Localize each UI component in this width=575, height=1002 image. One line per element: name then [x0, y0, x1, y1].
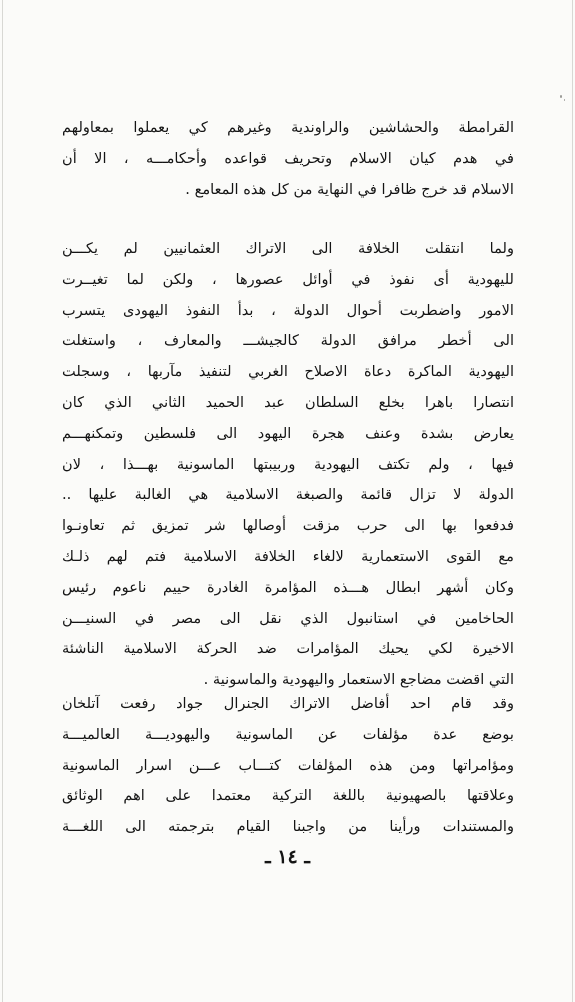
text-line: الى أخطر مرافق الدولة كالجيشـــ والمعارف ، واستغلت: [62, 332, 514, 350]
text-line: فيها ، ولم تكتف اليهودية وربيبتها الماسونية بهـــذا ، لان: [62, 455, 514, 473]
scan-edge-left: [2, 0, 3, 1002]
text-line: وقد قام احد أفاضل الاتراك الجنرال جواد رفعت آتلخان: [62, 695, 514, 712]
paragraph-1: [62, 113, 514, 205]
text-line: الحاخامين في استانبول الذي نقل الى مصر في السنيـــن: [62, 609, 514, 627]
text-line: اليهودية الماكرة دعاة الاصلاح الغربي لتنفيذ مآربها ، وسجلت: [62, 363, 514, 381]
text-line: الدولة لا تزال قائمة والصبغة الاسلامية هي الغالبة عليها ..: [62, 486, 514, 504]
text-line: ومؤامراتها ومن هذه المؤلفات كتـــاب عـــن اسرار الماسونية: [62, 756, 514, 774]
text-line: انتصارا باهرا بخلع السلطان عبد الحميد الثاني الذي كان: [62, 393, 514, 411]
text-line: يعارض بشدة وعنف هجرة اليهود الى فلسطين وتمكنهـــم: [62, 424, 514, 442]
text-line: التي اقضت مضاجع الاستعمار واليهودية والماسونية .: [203, 671, 514, 689]
paragraph-2: [62, 234, 514, 696]
scan-speck: [560, 95, 562, 98]
text-line: مع القوى الاستعمارية لالغاء الخلافة الاسلامية فتم لهم ذلـك: [62, 547, 514, 565]
page-number: ـ ١٤ ـ: [265, 846, 310, 868]
text-line: الاسلام قد خرج ظافرا في النهاية من كل هذه المعامع .: [185, 180, 514, 198]
text-line: والمستندات ورأينا من واجبنا القيام بترجمته الى اللغـــة: [62, 818, 514, 836]
paragraph-3: [62, 689, 514, 843]
text-line: في هدم كيان الاسلام وتحريف قواعده وأحكامـــه ، الا أن: [62, 149, 514, 167]
text-line: وعلاقتها بالصهيونية باللغة التركية معتمدا على اهم الوثائق: [62, 787, 514, 805]
text-line: القرامطة والحشاشين والراوندية وغيرهم كي يعملوا بمعاولهم: [62, 119, 514, 136]
scan-speck: [564, 99, 565, 101]
text-line: الامور واضطربت أحوال الدولة ، بدأ النفوذ اليهودى يتسرب: [62, 301, 514, 319]
scan-edge-right: [572, 0, 573, 1002]
text-line: وكان أشهر ابطال هـــذه المؤامرة الغادرة حييم ناعوم رئيس: [62, 578, 514, 596]
text-line: ولما انتقلت الخلافة الى الاتراك العثمانيين لم يكـــن: [62, 240, 514, 257]
text-line: فدفعوا بها الى حرب مزقت أوصالها شر تمزيق ثم تعاونـوا: [62, 517, 514, 535]
text-line: الاخيرة لكي يحيك المؤامرات ضد الحركة الاسلامية الناشئة: [62, 640, 514, 658]
text-line: لليهودية أى نفوذ في أوائل عصورها ، ولكن لما تغيــرت: [62, 270, 514, 288]
text-line: بوضع عدة مؤلفات عن الماسونية واليهوديـــة العالميـــة: [62, 725, 514, 743]
